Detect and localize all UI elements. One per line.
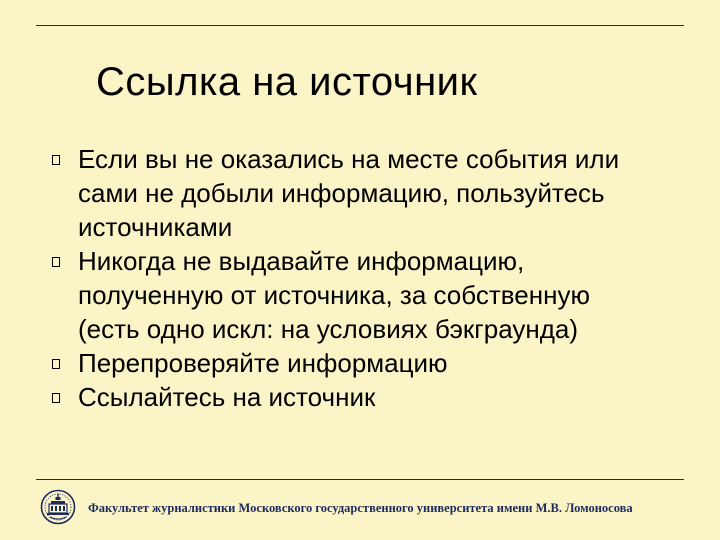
square-bullet-icon bbox=[52, 393, 60, 403]
msu-emblem-icon bbox=[40, 488, 76, 526]
bullet-item-2 bbox=[52, 244, 692, 346]
square-bullet-icon bbox=[52, 155, 60, 165]
bullet-text: Никогда не выдавайте информацию, полученную от источника, за собственную (есть одно искл: на условиях бэкграунда) bbox=[78, 246, 590, 344]
top-divider bbox=[36, 25, 684, 26]
square-bullet-icon bbox=[52, 257, 60, 267]
bullet-item-1 bbox=[52, 142, 692, 244]
square-bullet-icon bbox=[52, 359, 60, 369]
bullet-list bbox=[52, 142, 692, 414]
footer bbox=[40, 486, 680, 530]
bullet-item-3 bbox=[52, 346, 692, 380]
bullet-text: Если вы не оказались на месте события или сами не добыли информацию, пользуйтесь источниками bbox=[78, 144, 620, 242]
bullet-item-4 bbox=[52, 380, 692, 414]
bullet-text: Ссылайтесь на источник bbox=[78, 382, 376, 412]
slide-title: Ссылка на источник bbox=[96, 60, 478, 104]
footer-text: Факультет журналистики Московского государственного университета имени М.В. Ломоносова bbox=[88, 501, 633, 515]
bottom-divider bbox=[36, 479, 684, 480]
bullet-text: Перепроверяйте информацию bbox=[78, 348, 448, 378]
